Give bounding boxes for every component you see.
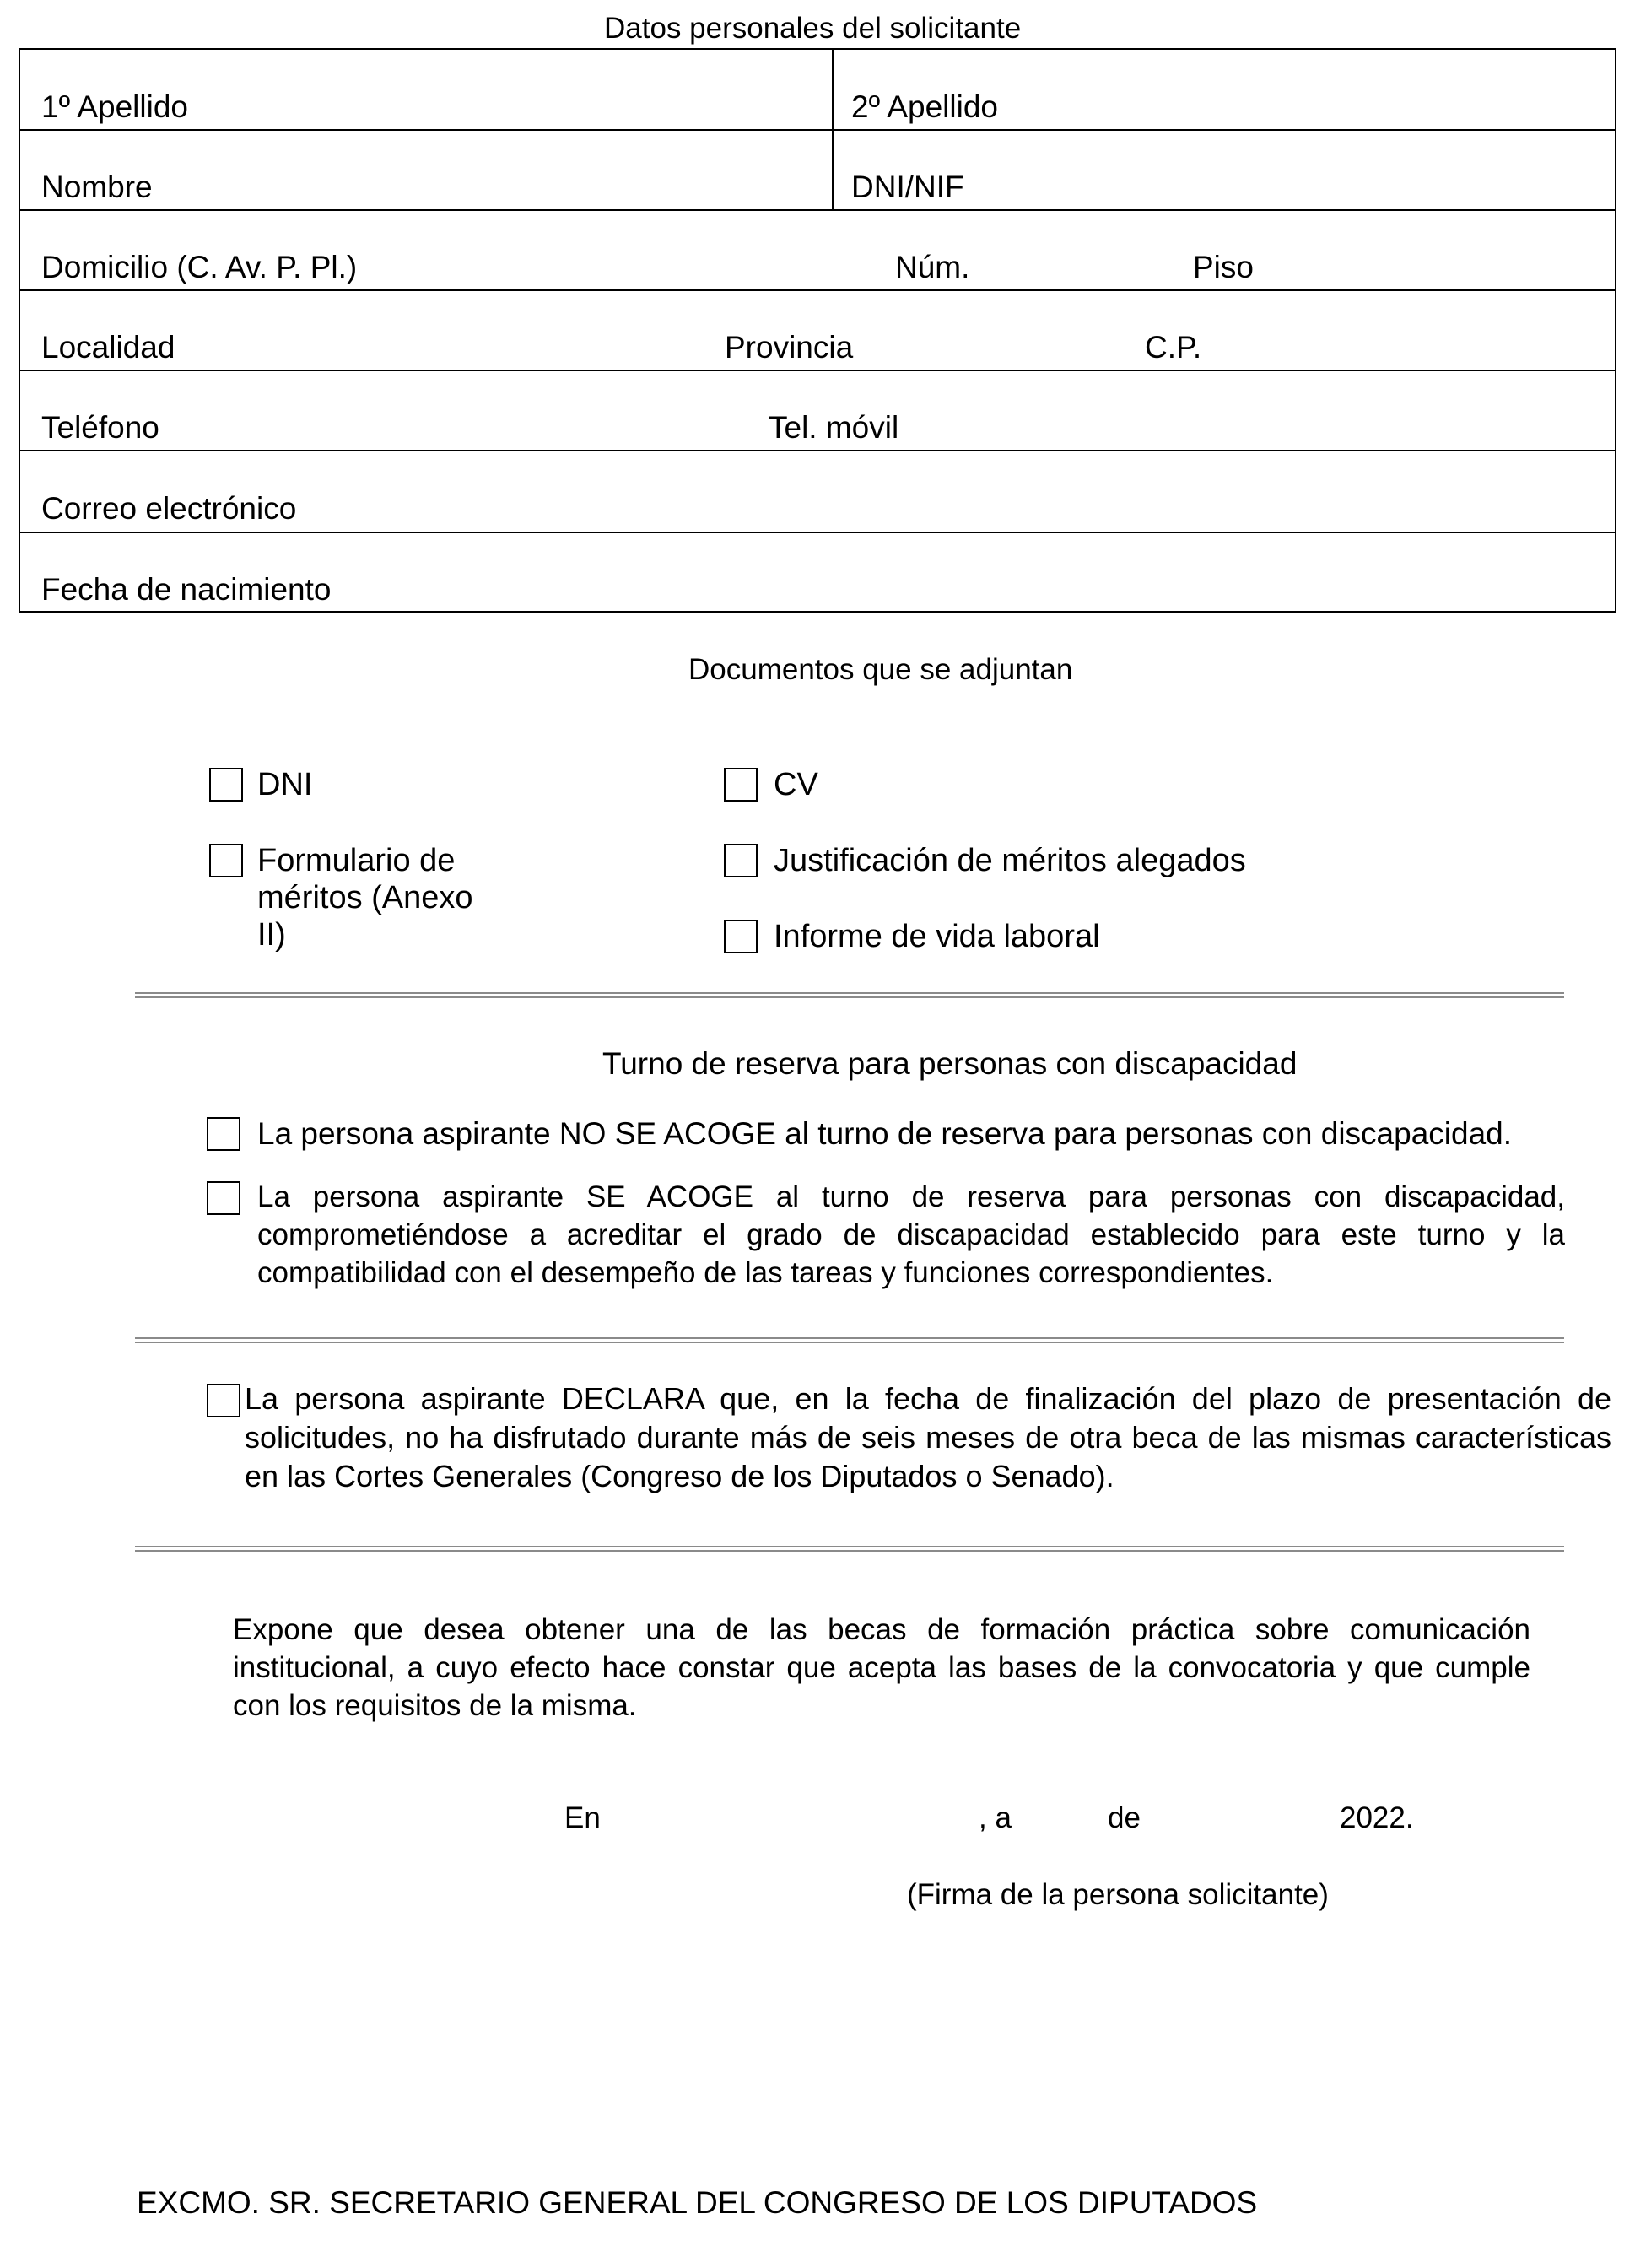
declaracion-label: La persona aspirante DECLARA que, en la fecha de finalización del plazo de presentación de solicitudes, no ha disfrutado durante más de seis meses de otra beca de las mismas características en las Cortes Generales (Congreso de los Diputados o Senado). [245,1381,1611,1493]
provincia-field[interactable]: Provincia [725,330,854,364]
table-row-divider [20,532,1615,533]
si-acoge-label: La persona aspirante SE ACOGE al turno de reserva para personas con discapacidad, comprometiéndose a acreditar el grado de discapacidad establecido para este turno y la compatibilidad con el desempeño de las tareas y funciones correspondientes. [257,1180,1565,1289]
year-label: 2022. [1340,1801,1414,1834]
documents-title: Documentos que se adjuntan [688,653,1073,686]
cv-label: CV [774,767,818,802]
mes-label: de [1108,1801,1141,1834]
numero-field[interactable]: Núm. [895,250,970,284]
section-divider [135,1337,1564,1343]
no-acoge-label: La persona aspirante NO SE ACOGE al turno de reserva para personas con discapacidad. [257,1116,1513,1151]
personal-data-title: Datos personales del solicitante [604,12,1022,45]
table-row-divider [20,370,1615,371]
declaracion-checkbox[interactable] [207,1384,240,1418]
formulario-meritos-label: Formulario de méritos (Anexo II) [257,843,473,953]
dia-label: , a [979,1801,1012,1834]
piso-field[interactable]: Piso [1193,250,1254,284]
table-column-divider [832,50,834,209]
expone-text: Expone que desea obtener una de las becas de formación práctica sobre comunicación institucional, a cuyo efecto hace constar que acepta las bases de la convocatoria y que cumple con los requisitos de la misma. [233,1613,1530,1722]
si-acoge-checkbox[interactable] [207,1181,240,1215]
codigo-postal-field[interactable]: C.P. [1145,330,1202,364]
dni-checkbox[interactable] [209,768,243,802]
vida-laboral-label: Informe de vida laboral [774,919,1100,954]
table-row-divider [20,129,1615,131]
dni-label: DNI [257,767,313,802]
destinatario: EXCMO. SR. SECRETARIO GENERAL DEL CONGRESO DE LOS DIPUTADOS [137,2185,1258,2220]
dni-nif-field[interactable]: DNI/NIF [851,170,964,204]
table-row-divider [20,209,1615,211]
lugar-label: En [564,1801,601,1834]
reserva-title: Turno de reserva para personas con discapacidad [602,1046,1298,1081]
no-acoge-checkbox[interactable] [207,1117,240,1151]
correo-field[interactable]: Correo electrónico [41,491,297,526]
vida-laboral-checkbox[interactable] [724,920,758,953]
section-divider [135,992,1564,998]
cv-checkbox[interactable] [724,768,758,802]
formulario-meritos-checkbox[interactable] [209,844,243,878]
table-row-divider [20,289,1615,291]
fecha-nacimiento-field[interactable]: Fecha de nacimiento [41,572,332,607]
localidad-field[interactable]: Localidad [41,330,175,364]
nombre-field[interactable]: Nombre [41,170,153,204]
apellido1-field[interactable]: 1º Apellido [41,89,188,124]
firma-label: (Firma de la persona solicitante) [907,1878,1329,1911]
justificacion-checkbox[interactable] [724,844,758,878]
telefono-field[interactable]: Teléfono [41,410,159,445]
section-divider [135,1546,1564,1552]
tel-movil-field[interactable]: Tel. móvil [769,410,899,445]
table-row-divider [20,450,1615,451]
domicilio-field[interactable]: Domicilio (C. Av. P. Pl.) [41,250,358,284]
justificacion-label: Justificación de méritos alegados [774,843,1246,878]
personal-data-table [19,48,1616,613]
apellido2-field[interactable]: 2º Apellido [851,89,998,124]
